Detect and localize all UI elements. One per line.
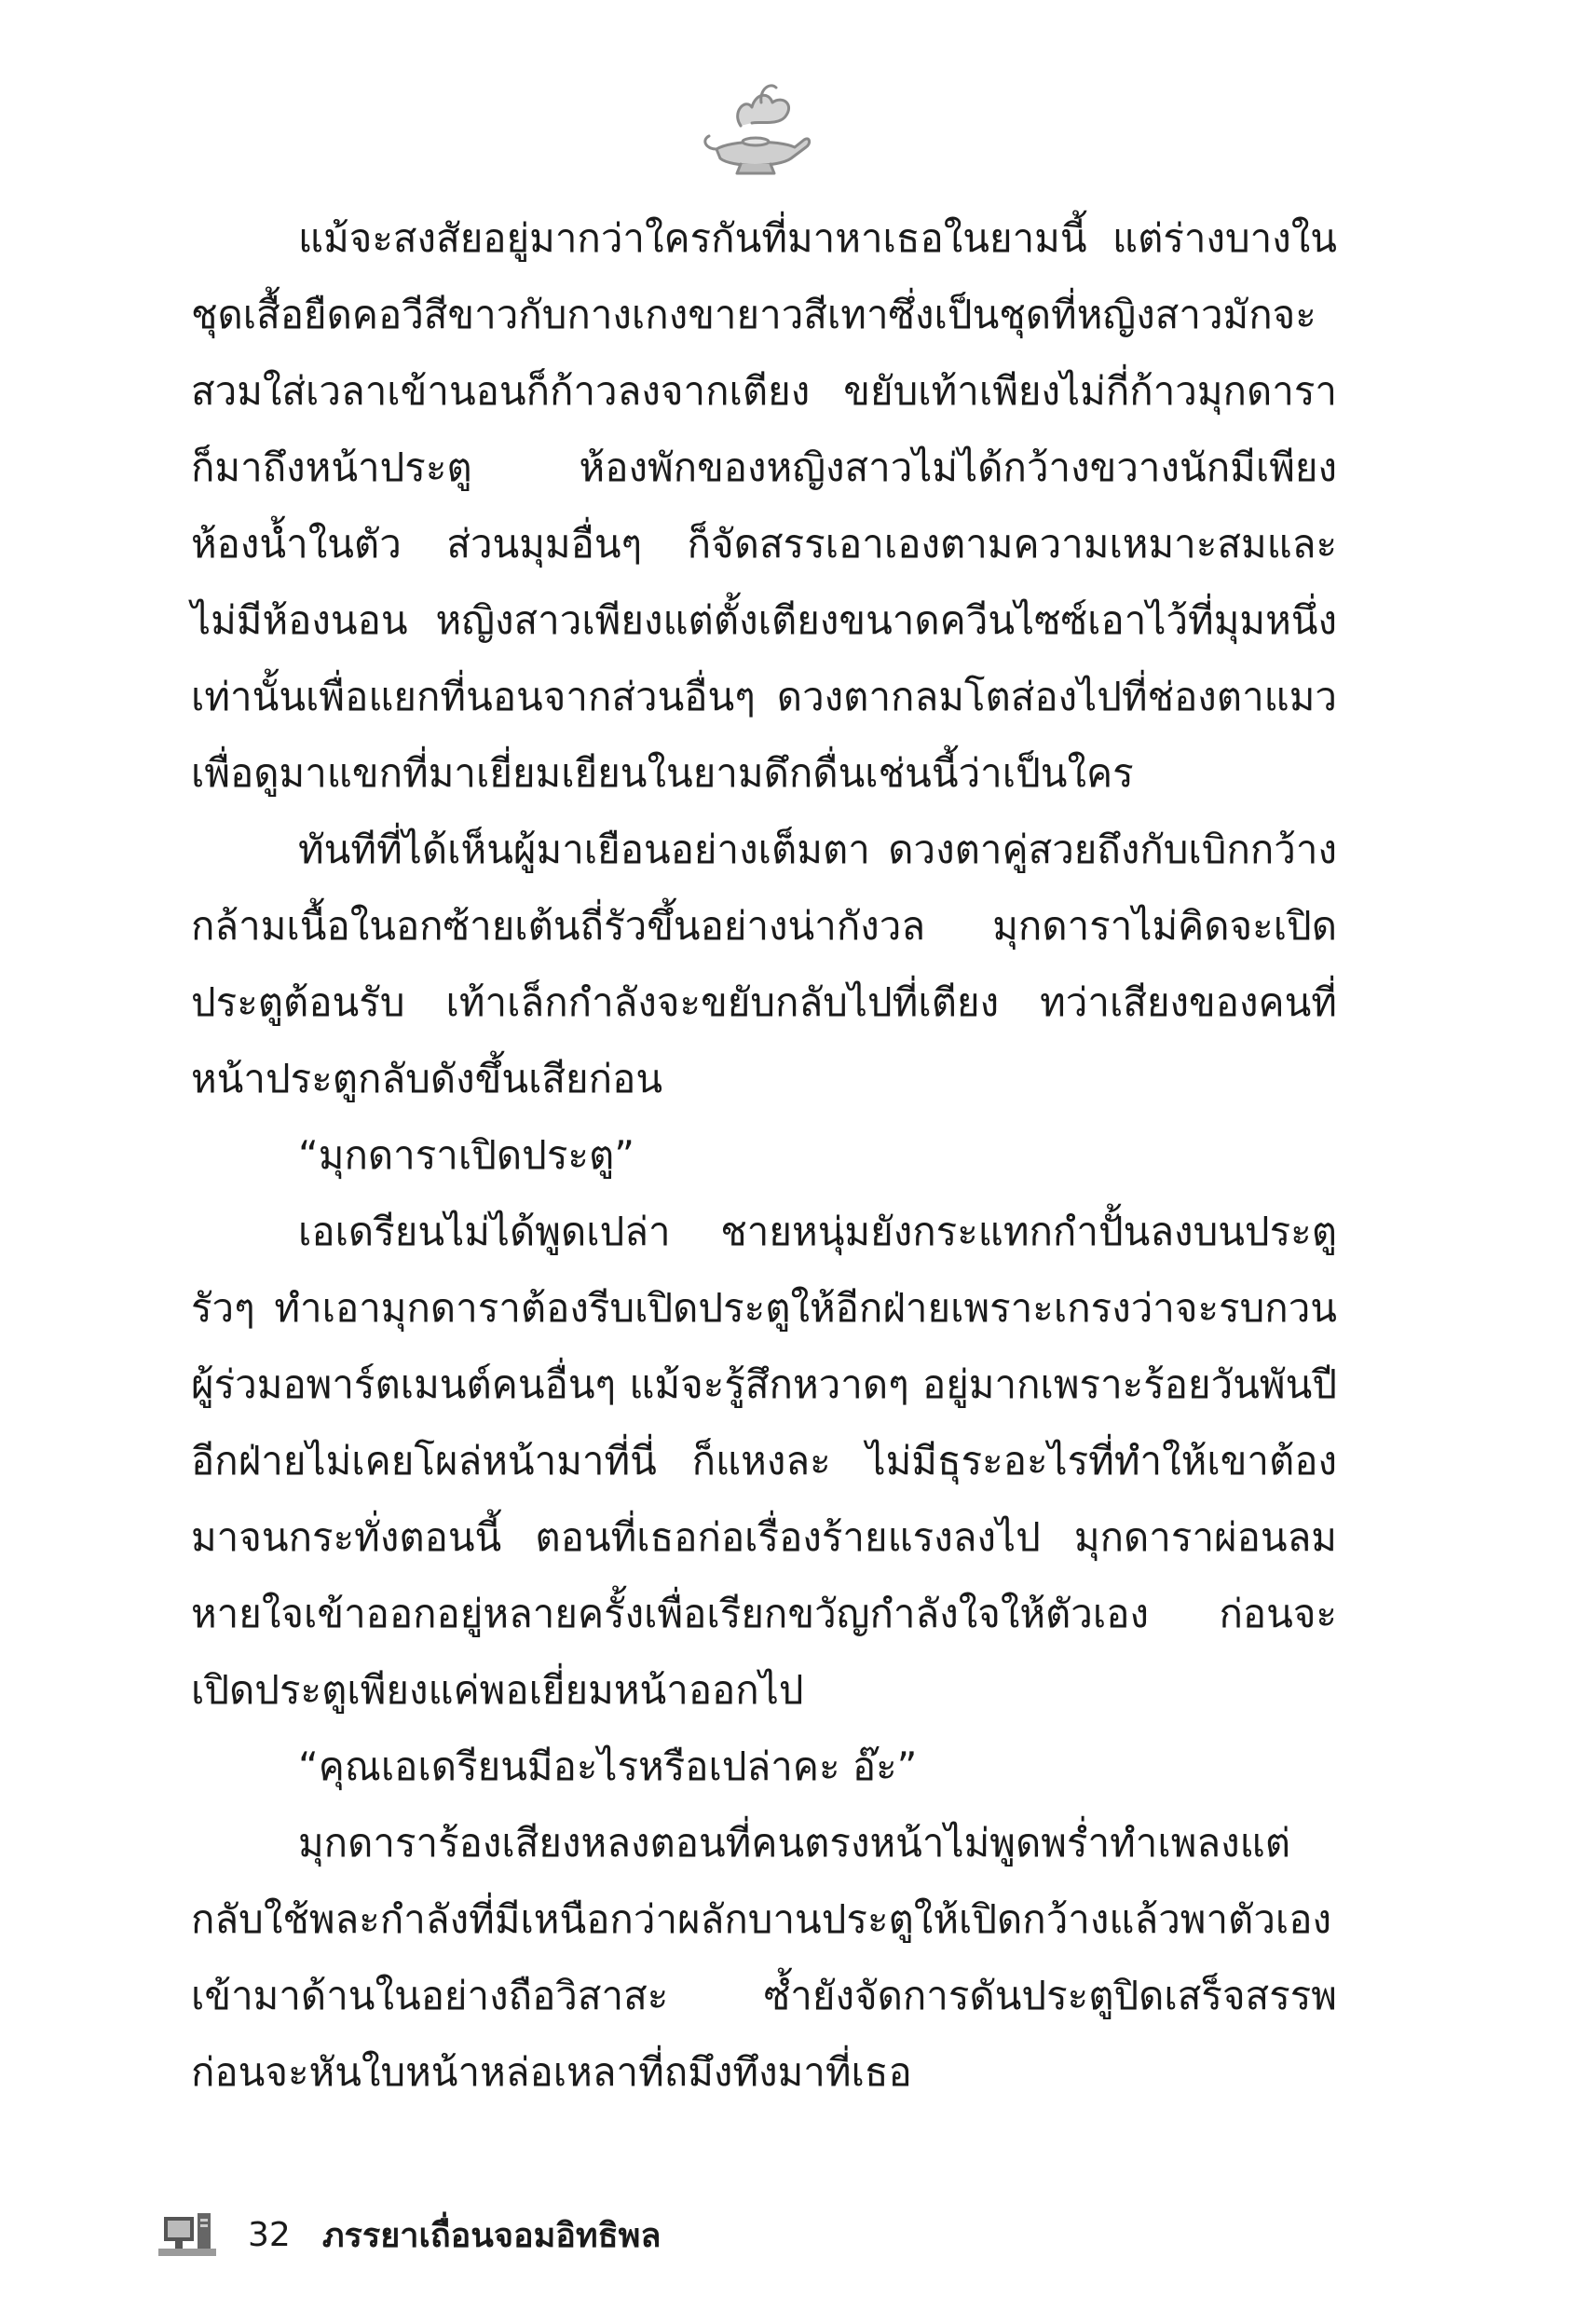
computer-icon [158, 2211, 216, 2258]
paragraph: แม้จะสงสัยอยู่มากว่าใครกันที่มาหาเธอในยามนี้ แต่ร่างบางในชุดเสื้อยืดคอวีสีขาวกับกางเกงขายาวสีเทาซึ่งเป็นชุดที่หญิงสาวมักจะสวมใส่เวลาเข้านอนก็ก้าวลงจากเตียง ขยับเท้าเพียงไม่กี่ก้าวมุกดาราก็มาถึงหน้าประตู ห้องพักของหญิงสาวไม่ได้กว้างขวางนักมีเพียงห้องน้ำในตัว ส่วนมุมอื่นๆ ก็จัดสรรเอาเองตามความเหมาะสมและไม่มีห้องนอน หญิงสาวเพียงแต่ตั้งเตียงขนาดควีนไซซ์เอาไว้ที่มุมหนึ่งเท่านั้นเพื่อแยกที่นอนจากส่วนอื่นๆ ดวงตากลมโตส่องไปที่ช่องตาแมวเพื่อดูมาแขกที่มาเยี่ยมเยียนในยามดึกดื่นเช่นนี้ว่าเป็นใคร [191, 215, 1337, 796]
book-title: ภรรยาเถื่อนจอมอิทธิพล [321, 2216, 662, 2255]
paragraph-dialogue: “มุกดาราเปิดประตู” [298, 1132, 634, 1178]
paragraph-dialogue: “คุณเอเดรียนมีอะไรหรือเปล่าคะ อ๊ะ” [298, 1744, 918, 1789]
page-footer [158, 2207, 661, 2263]
magic-lamp-icon [694, 75, 815, 182]
paragraph: เอเดรียนไม่ได้พูดเปล่า ชายหนุ่มยังกระแทกกำปั้นลงบนประตูรัวๆ ทำเอามุกดาราต้องรีบเปิดประตูให้อีกฝ่ายเพราะเกรงว่าจะรบกวนผู้ร่วมอพาร์ตเมนต์คนอื่นๆ แม้จะรู้สึกหวาดๆ อยู่มากเพราะร้อยวันพันปีอีกฝ่ายไม่เคยโผล่หน้ามาที่นี่ ก็แหงละ ไม่มีธุระอะไรที่ทำให้เขาต้องมาจนกระทั่งตอนนี้ ตอนที่เธอก่อเรื่องร้ายแรงลงไป มุกดาราผ่อนลมหายใจเข้าออกอยู่หลายครั้งเพื่อเรียกขวัญกำลังใจให้ตัวเอง ก่อนจะเปิดประตูเพียงแค่พอเยี่ยมหน้าออกไป [191, 1209, 1337, 1713]
body-text [191, 200, 1337, 2157]
page-number: 32 [248, 2215, 291, 2254]
paragraph: มุกดาราร้องเสียงหลงตอนที่คนตรงหน้าไม่พูดพร่ำทำเพลงแต่กลับใช้พละกำลังที่มีเหนือกว่าผลักบานประตูให้เปิดกว้างแล้วพาตัวเองเข้ามาด้านในอย่างถือวิสาสะ ซ้ำยังจัดการดันประตูปิดเสร็จสรรพ ก่อนจะหันใบหน้าหล่อเหลาที่ถมึงทึงมาที่เธอ [191, 1820, 1337, 2095]
paragraph: ทันทีที่ได้เห็นผู้มาเยือนอย่างเต็มตา ดวงตาคู่สวยถึงกับเบิกกว้าง กล้ามเนื้อในอกซ้ายเต้นถี่รัวขึ้นอย่างน่ากังวล มุกดาราไม่คิดจะเปิดประตูต้อนรับ เท้าเล็กกำลังจะขยับกลับไปที่เตียง ทว่าเสียงของคนที่หน้าประตูกลับดังขึ้นเสียก่อน [191, 827, 1337, 1101]
